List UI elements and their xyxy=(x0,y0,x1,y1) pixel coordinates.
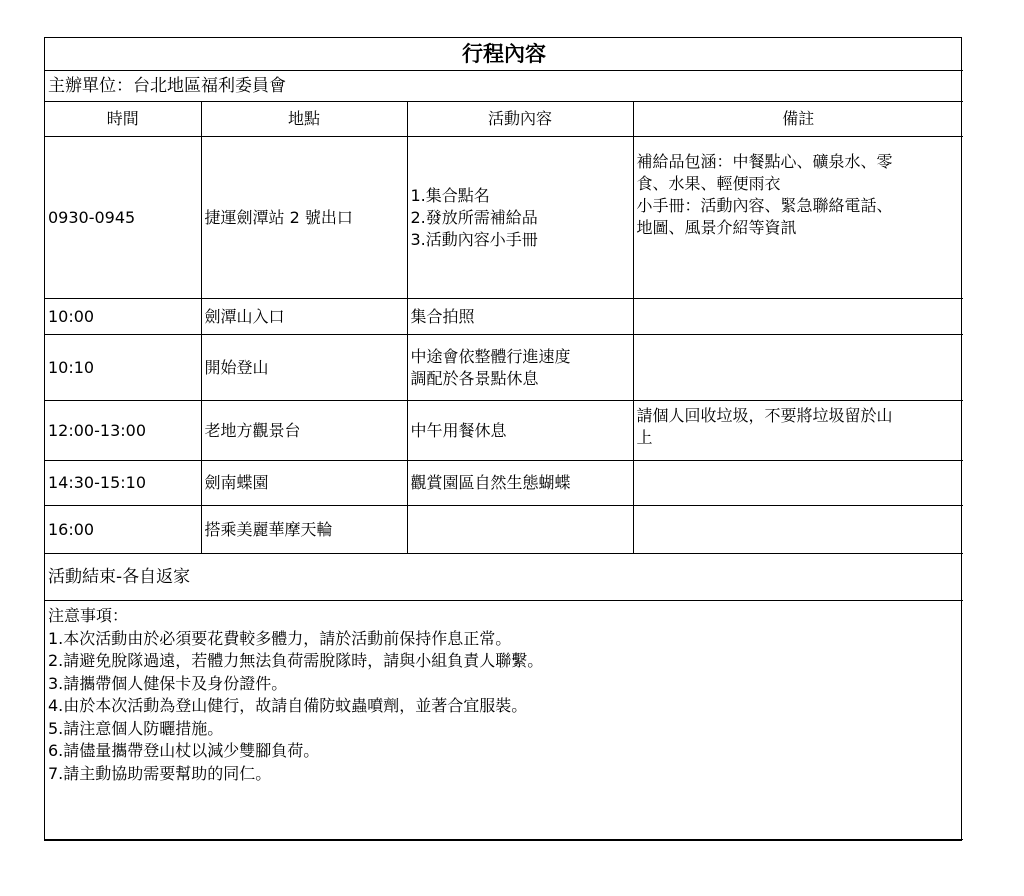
activity-line: 1.集合點名 xyxy=(410,185,490,205)
notes-item: 7.請主動協助需要幫助的同仁。 xyxy=(48,763,272,783)
table-row xyxy=(45,461,963,506)
row-place: 開始登山 xyxy=(201,335,407,401)
note-line: 小手冊：活動內容、緊急聯絡電話、 xyxy=(636,196,893,215)
row-time: 10:00 xyxy=(45,299,201,335)
activity-line: 中途會依整體行進速度 xyxy=(410,346,571,366)
row-note xyxy=(633,299,963,335)
row-place: 捷運劍潭站 2 號出口 xyxy=(201,137,407,299)
notes-item: 4.由於本次活動為登山健行，故請自備防蚊蟲噴劑，並著合宜服裝。 xyxy=(48,696,528,715)
notes-heading: 注意事項： xyxy=(48,606,129,625)
note-line: 補給品包涵：中餐點心、礦泉水、零 xyxy=(636,152,893,171)
row-time: 10:10 xyxy=(45,335,201,401)
organizer-line: 主辦單位：台北地區福利委員會 xyxy=(45,71,963,102)
row-time: 12:00-13:00 xyxy=(45,401,201,461)
header-activity: 活動內容 xyxy=(407,102,633,137)
table-row xyxy=(45,335,963,401)
notes-item: 2.請避免脫隊過遠，若體力無法負荷需脫隊時，請與小組負責人聯繫。 xyxy=(48,651,544,670)
note-line: 地圖、風景介紹等資訊 xyxy=(636,218,797,237)
itinerary-document xyxy=(44,37,962,841)
row-activity xyxy=(407,335,633,401)
row-note xyxy=(633,506,963,554)
row-note xyxy=(633,401,963,461)
note-line: 請個人回收垃圾，不要將垃圾留於山 xyxy=(636,406,893,425)
table-row xyxy=(45,401,963,461)
end-of-activity: 活動結束-各自返家 xyxy=(45,554,963,601)
row-time: 16:00 xyxy=(45,506,201,554)
row-time: 14:30-15:10 xyxy=(45,461,201,506)
row-note xyxy=(633,137,963,299)
row-place: 劍潭山入口 xyxy=(201,299,407,335)
note-line: 食、水果、輕便雨衣 xyxy=(636,174,781,193)
row-activity xyxy=(407,137,633,299)
notes-section xyxy=(45,601,963,840)
row-place: 老地方觀景台 xyxy=(201,401,407,461)
row-place: 搭乘美麗華摩天輪 xyxy=(201,506,407,554)
row-note xyxy=(633,461,963,506)
header-time: 時間 xyxy=(45,102,201,137)
row-note xyxy=(633,335,963,401)
table-row xyxy=(45,137,963,299)
note-line: 上 xyxy=(636,428,653,447)
row-activity: 觀賞園區自然生態蝴蝶 xyxy=(407,461,633,506)
notes-item: 3.請攜帶個人健保卡及身份證件。 xyxy=(48,673,288,693)
header-note: 備註 xyxy=(633,102,963,137)
activity-line: 2.發放所需補給品 xyxy=(410,207,538,227)
row-activity: 中午用餐休息 xyxy=(407,401,633,461)
table-row xyxy=(45,506,963,554)
row-activity: 集合拍照 xyxy=(407,299,633,335)
page-title: 行程內容 xyxy=(45,38,963,71)
header-place: 地點 xyxy=(201,102,407,137)
notes-item: 6.請儘量攜帶登山杖以減少雙腳負荷。 xyxy=(48,741,320,760)
activity-line: 3.活動內容小手冊 xyxy=(410,229,538,249)
itinerary-table xyxy=(45,38,963,840)
table-header-row xyxy=(45,102,963,137)
notes-item: 1.本次活動由於必須要花費較多體力，請於活動前保持作息正常。 xyxy=(48,628,512,648)
table-row xyxy=(45,299,963,335)
notes-item: 5.請注意個人防曬措施。 xyxy=(48,718,224,738)
row-place: 劍南蝶園 xyxy=(201,461,407,506)
activity-line: 調配於各景點休息 xyxy=(410,368,539,388)
row-activity xyxy=(407,506,633,554)
row-time: 0930-0945 xyxy=(45,137,201,299)
